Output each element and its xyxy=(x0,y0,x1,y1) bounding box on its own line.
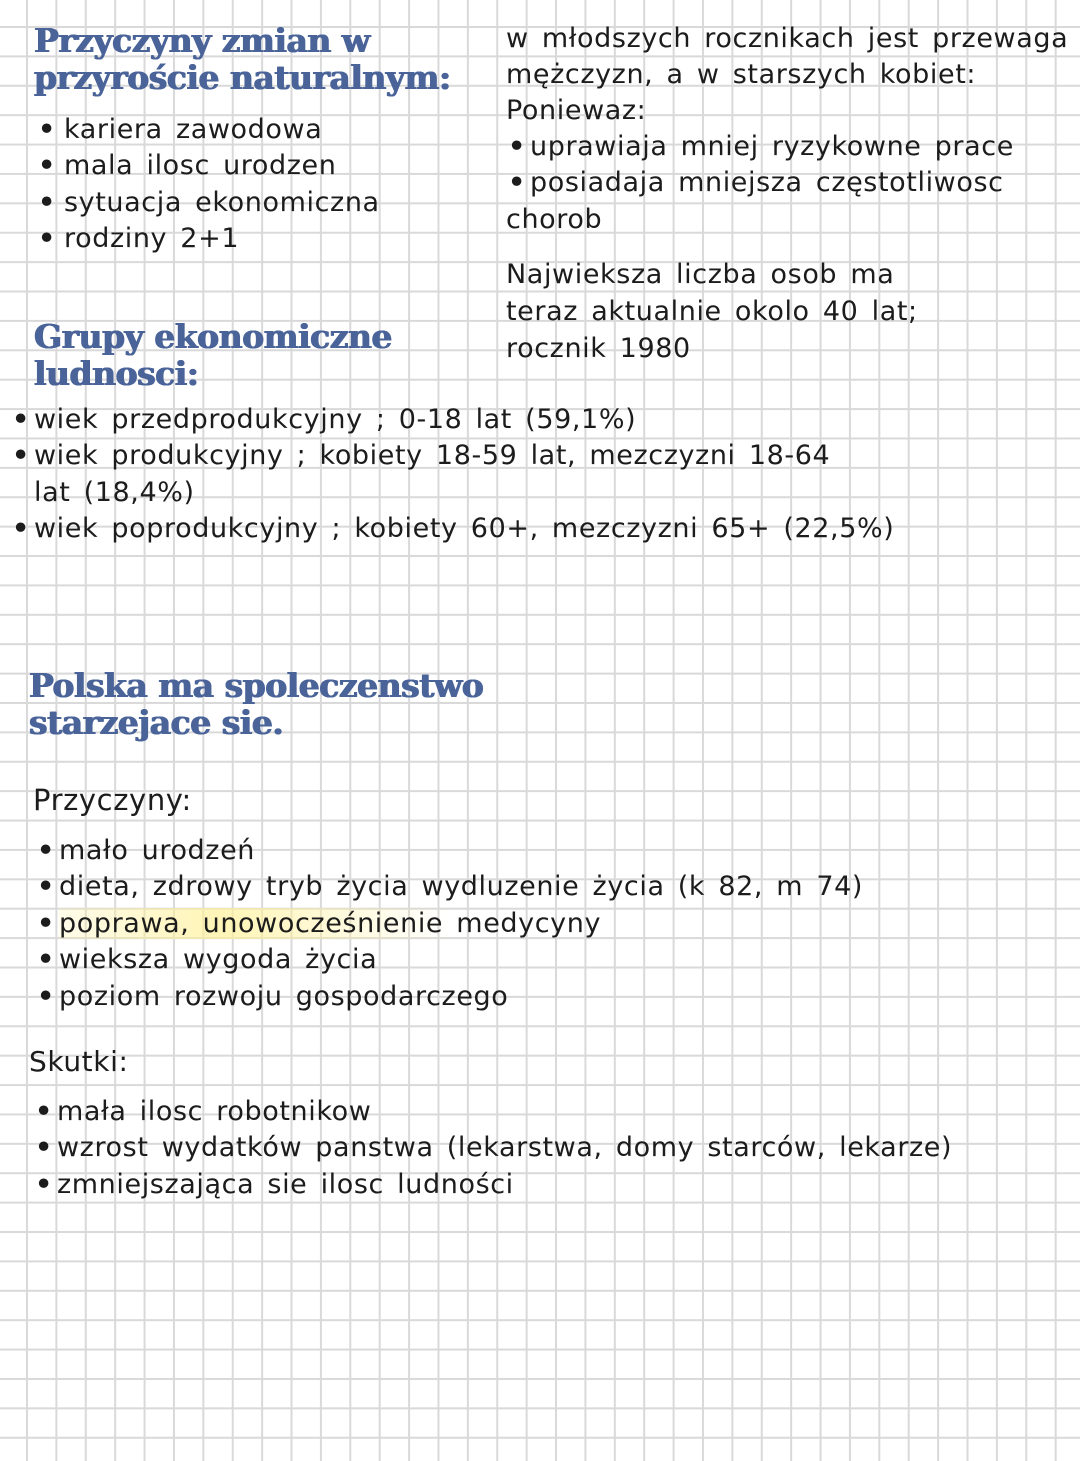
because-label: Poniewaz: xyxy=(506,95,647,126)
list-item: • kariera zawodowa xyxy=(34,112,380,148)
heading-line-2: starzejace sie. xyxy=(29,703,284,742)
bullet-icon: • xyxy=(508,167,526,199)
reason-continuation: chorob xyxy=(506,204,603,235)
bullet-icon: • xyxy=(35,1168,53,1200)
bullet-icon: • xyxy=(38,150,56,182)
bullet-icon: • xyxy=(37,944,55,976)
intro-line-1: w młodszych rocznikach jest przewaga xyxy=(506,23,1069,54)
bullet-icon: • xyxy=(38,223,56,255)
population-growth-causes-list xyxy=(34,112,380,258)
heading-line-2: przyroście naturalnym: xyxy=(34,58,451,97)
bullet-icon: • xyxy=(35,1132,53,1164)
note-line-2: teraz aktualnie okolo 40 lat; xyxy=(506,296,918,327)
list-item: • dieta, zdrowy tryb życia wydluzenie życia (k 82, m 74) xyxy=(35,869,863,905)
causes-label: Przyczyny: xyxy=(33,783,192,817)
heading-line-1: Grupy ekonomiczne xyxy=(34,317,392,356)
list-item: • wieksza wygoda życia xyxy=(35,942,863,978)
bullet-icon: • xyxy=(35,1096,53,1127)
aging-effects-list xyxy=(33,1094,952,1203)
intro-line-2: mężczyzn, a w starszych kobiet: xyxy=(506,59,977,90)
bullet-icon: • xyxy=(508,131,526,162)
bullet-icon: • xyxy=(12,440,30,472)
heading-line-1: Przyczyny zmian w xyxy=(34,21,370,60)
list-item: • rodziny 2+1 xyxy=(34,221,380,257)
reasons-list xyxy=(506,129,1014,202)
list-item: • mała ilosc robotnikow xyxy=(33,1094,952,1130)
bullet-icon: • xyxy=(38,114,56,145)
heading-line-1: Polska ma spoleczenstwo xyxy=(29,666,484,705)
list-item: • wzrost wydatków panstwa (lekarstwa, domy starców, lekarze) xyxy=(33,1130,952,1166)
bullet-icon: • xyxy=(38,186,56,218)
bullet-icon: • xyxy=(12,513,30,545)
heading-population-growth-causes xyxy=(34,22,451,96)
heading-aging-society xyxy=(29,667,483,741)
list-item: • poziom rozwoju gospodarczego xyxy=(35,979,863,1015)
list-item: • sytuacja ekonomiczna xyxy=(34,185,380,221)
list-item: • uprawiaja mniej ryzykowne prace xyxy=(506,129,1014,165)
aging-causes-list xyxy=(35,833,863,1015)
economic-groups-list xyxy=(10,402,894,548)
bullet-icon: • xyxy=(37,980,55,1012)
list-item: • wiek produkcyjny ; kobiety 18-59 lat, mezczyzni 18-64 lat (18,4%) xyxy=(12,440,831,508)
heading-line-2: ludnosci: xyxy=(34,354,199,393)
list-item: • mało urodzeń xyxy=(35,833,863,869)
list-item: • mala ilosc urodzen xyxy=(34,148,380,184)
effects-label: Skutki: xyxy=(29,1045,129,1078)
note-line-1: Najwieksza liczba osob ma xyxy=(506,259,895,290)
list-item: • wiek poprodukcyjny ; kobiety 60+, mezczyzni 65+ (22,5%) xyxy=(10,511,894,547)
heading-economic-groups xyxy=(34,318,392,392)
bullet-icon: • xyxy=(37,871,55,903)
note-line-3: rocznik 1980 xyxy=(506,333,691,364)
list-item: • poprawa, unowocześnienie medycyny xyxy=(35,906,863,942)
list-item: • posiadaja mniejsza częstotliwosc xyxy=(506,165,1014,201)
list-item: • wiek przedprodukcyjny ; 0-18 lat (59,1%) xyxy=(10,402,894,438)
list-item: • zmniejszająca sie ilosc ludności xyxy=(33,1167,952,1203)
bullet-icon: • xyxy=(12,404,30,435)
bullet-icon: • xyxy=(37,835,55,866)
bullet-icon: • xyxy=(37,907,55,939)
